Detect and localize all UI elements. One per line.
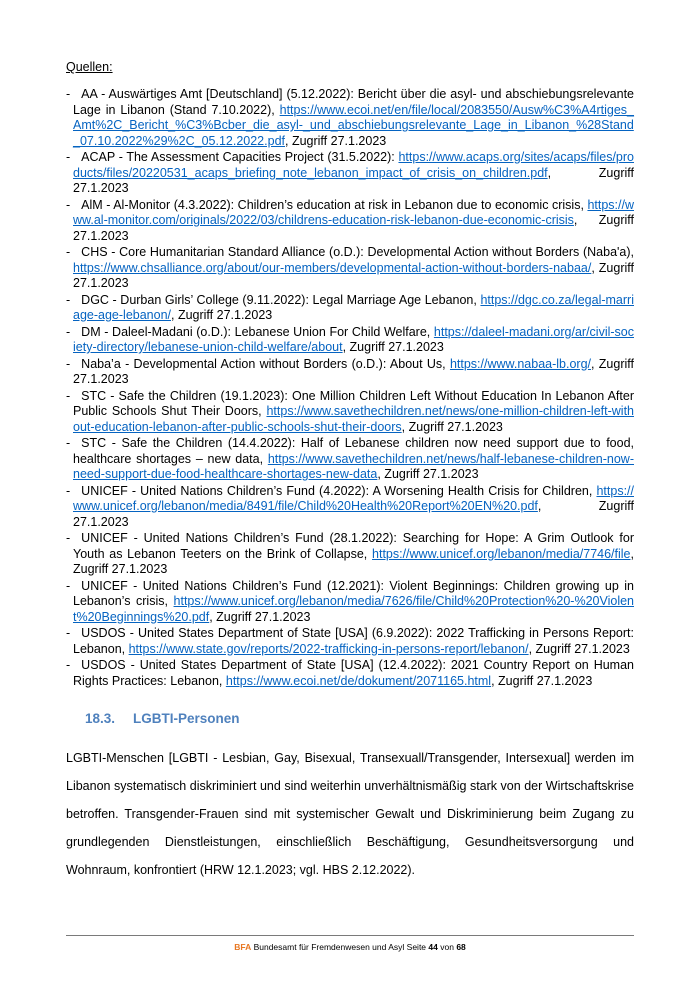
footer-von-label: von — [437, 942, 457, 952]
source-text: DM - Daleel-Madani (o.D.): Lebanese Union For Child Welfare, — [81, 324, 434, 339]
source-text: UNICEF - United Nations Children’s Fund (4.2022): A Worsening Health Crisis for Children, — [81, 483, 597, 498]
section-title: LGBTI-Personen — [133, 711, 240, 726]
list-item — [66, 436, 634, 483]
list-bullet: - — [66, 436, 71, 450]
list-item — [66, 245, 634, 292]
list-bullet: - — [66, 483, 71, 498]
source-text: STC - Safe the Children (14.4.2022): Half of Lebanese children now need support due to food, healthcare shortages – new data, — [73, 436, 634, 466]
list-bullet: - — [66, 197, 71, 212]
list-item — [66, 658, 634, 689]
section-heading — [66, 711, 634, 726]
list-item — [66, 198, 634, 245]
source-link[interactable]: https://www.state.gov/reports/2022-trafficking-in-persons-report/lebanon/ — [128, 641, 529, 656]
footer — [66, 935, 634, 952]
list-bullet: - — [66, 324, 71, 339]
list-item — [66, 579, 634, 626]
source-text: , Zugriff 27.1.2023 — [285, 133, 387, 148]
source-text: USDOS - United States Department of State [USA] (12.4.2022): 2021 Country Report on Human Rights Practices: Lebanon, — [73, 658, 634, 688]
source-text: STC - Safe the Children (19.1.2023): One Million Children Left Without Education In Lebanon After Public Schools Shut Their Doors, — [73, 388, 634, 418]
source-text: , Zugriff 27.1.2023 — [491, 673, 593, 688]
list-bullet: - — [66, 150, 71, 164]
list-item — [66, 293, 634, 324]
source-link[interactable]: https://www.ecoi.net/en/file/local/2083550/Ausw%C3%A4rtiges_Amt%2C_Bericht_%C3%Bcber_die_asyl-_und_abschiebungsrelevante_Lage_in_Libanon_%28Stand_07.10.2022%29%2C_05.12.2022.pdf — [73, 102, 634, 148]
source-text: DGC - Durban Girls’ College (9.11.2022): Legal Marriage Age Lebanon, — [81, 292, 481, 307]
list-bullet: - — [66, 292, 71, 307]
source-text: , Zugriff 27.1.2023 — [73, 213, 634, 243]
source-text: , Zugriff 27.1.2023 — [528, 641, 630, 656]
source-text: CHS - Core Humanitarian Standard Alliance (o.D.): Developmental Action without Borders (Naba'a), — [81, 245, 634, 259]
source-text: , Zugriff 27.1.2023 — [171, 308, 273, 322]
list-item — [66, 357, 634, 388]
source-link[interactable]: https://www.ecoi.net/de/dokument/2071165.html — [225, 673, 492, 688]
source-link[interactable]: https://www.savethechildren.net/news/half-lebanese-children-now-need-support-due-food-healthcare-shortages-new-data — [73, 451, 634, 481]
page-content — [66, 60, 634, 884]
list-item — [66, 389, 634, 436]
bfa-logo: BFA — [234, 942, 252, 952]
list-item — [66, 87, 634, 149]
source-link[interactable]: https://www.nabaa-lb.org/ — [449, 356, 591, 371]
list-bullet: - — [66, 87, 71, 101]
list-bullet: - — [66, 658, 71, 672]
source-link[interactable]: https://www.unicef.org/lebanon/media/8491/file/Child%20Health%20Report%20EN%20.pdf — [73, 483, 634, 513]
sources-list — [66, 87, 634, 689]
list-bullet: - — [66, 388, 71, 403]
list-item — [66, 531, 634, 578]
footer-total-pages: 68 — [456, 942, 466, 952]
source-text: AA - Auswärtiges Amt [Deutschland] (5.12.2022): Bericht über die asyl- und abschiebungsrelevante Lage in Libanon (Stand 7.10.2022), — [73, 87, 634, 117]
source-text: , Zugriff 27.1.2023 — [73, 165, 634, 195]
source-link[interactable]: https://www.savethechildren.net/news/one-million-children-left-without-education-lebanon-after-public-schools-shut-their-doors — [73, 404, 634, 434]
source-text: , Zugriff 27.1.2023 — [209, 609, 311, 624]
footer-divider — [66, 935, 634, 936]
source-text: , Zugriff 27.1.2023 — [73, 260, 634, 290]
source-link[interactable]: https://www.chsalliance.org/about/our-members/developmental-action-without-borders-nabaa/ — [73, 260, 592, 275]
source-text: UNICEF - United Nations Children’s Fund (28.1.2022): Searching for Hope: A Grim Outlook for Youth as Lebanon Teeters on the Brink of Collapse, — [73, 531, 634, 561]
body-paragraph: LGBTI-Menschen [LGBTI - Lesbian, Gay, Bisexual, Transexuall/Transgender, Intersexual] werden im Libanon systematisch diskriminiert und sind weiterhin unverhältnismäßig stark von der Wirtschaftskrise betroffen. Transgender-Frauen sind mit systemischer Gewalt und Diskriminierung beim Zugang zu grundlegenden Dienstleistungen, einschließlich Beschäftigung, Gesundheitsversorgung und Wohnraum, konfrontiert (HRW 12.1.2023; vgl. HBS 2.12.2022). — [66, 751, 634, 877]
source-text: UNICEF - United Nations Children’s Fund (12.2021): Violent Beginnings: Children growing up in Lebanon’s crisis, — [73, 578, 634, 608]
source-text: Naba’a - Developmental Action without Borders (o.D.): About Us, — [81, 356, 450, 371]
list-bullet: - — [66, 626, 71, 640]
source-link[interactable]: https://www.unicef.org/lebanon/media/7626/file/Child%20Protection%20-%20Violent%20Beginnings%20.pdf — [73, 594, 634, 624]
list-bullet: - — [66, 578, 71, 593]
source-link[interactable]: https://daleel-madani.org/ar/civil-society-directory/lebanese-union-child-welfare/about — [73, 324, 634, 354]
source-text: , Zugriff 27.1.2023 — [377, 467, 479, 481]
source-link[interactable]: https://www.acaps.org/sites/acaps/files/products/files/20220531_acaps_briefing_note_lebanon_impact_of_crisis_on_children.pdf — [73, 150, 634, 180]
list-item — [66, 484, 634, 531]
list-item — [66, 150, 634, 197]
source-text: , Zugriff 27.1.2023 — [73, 356, 634, 386]
section-number: 18.3. — [85, 711, 116, 726]
source-link[interactable]: https://dgc.co.za/legal-marriage-age-lebanon/ — [73, 292, 634, 322]
source-text: ACAP - The Assessment Capacities Project (31.5.2022): — [81, 150, 399, 164]
footer-text — [66, 942, 634, 952]
list-bullet: - — [66, 245, 71, 259]
source-text: , Zugriff 27.1.2023 — [73, 546, 634, 576]
source-text: , Zugriff 27.1.2023 — [342, 340, 444, 354]
footer-page-number: 44 — [428, 942, 438, 952]
source-text: , Zugriff 27.1.2023 — [73, 499, 634, 529]
source-link[interactable]: https://www.al-monitor.com/originals/2022/03/childrens-education-risk-lebanon-due-economic-crisis — [73, 197, 634, 227]
footer-org-label: Bundesamt für Fremdenwesen und Asyl Seite — [251, 942, 429, 952]
list-bullet: - — [66, 356, 71, 371]
source-link[interactable]: https://www.unicef.org/lebanon/media/7746/file — [372, 546, 631, 561]
source-text: AlM - Al-Monitor (4.3.2022): Children’s education at risk in Lebanon due to economic crisis, — [81, 197, 588, 212]
source-text: USDOS - United States Department of State [USA] (6.9.2022): 2022 Trafficking in Persons Report: Lebanon, — [73, 626, 634, 656]
sources-heading: Quellen: — [66, 60, 113, 74]
list-bullet: - — [66, 531, 71, 545]
list-item — [66, 325, 634, 356]
source-text: , Zugriff 27.1.2023 — [401, 419, 503, 434]
list-item — [66, 626, 634, 657]
